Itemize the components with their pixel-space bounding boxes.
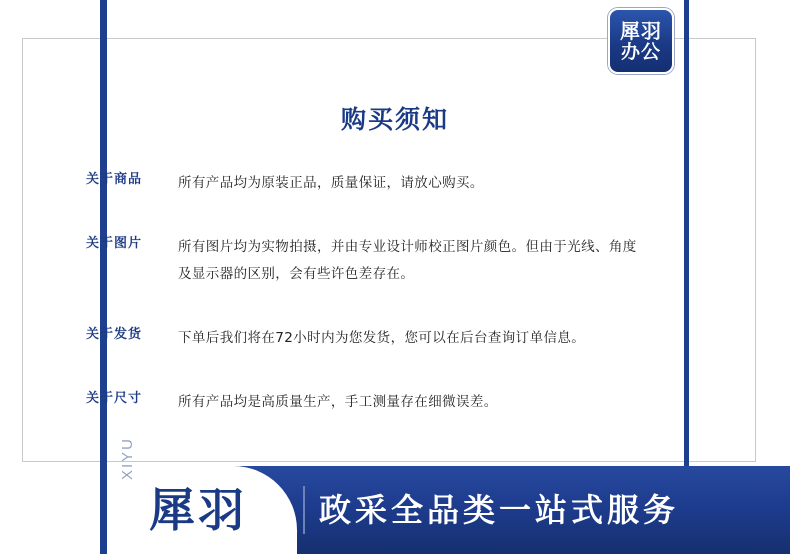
logo-line-2: 办公 <box>620 40 661 63</box>
notice-label: 关于图片 <box>86 236 143 251</box>
notice-row <box>86 170 646 197</box>
banner-brand-group <box>107 436 297 554</box>
notice-text: 所有产品均为原装正品，质量保证，请放心购买。 <box>178 175 484 191</box>
notice-label: 关于商品 <box>86 172 143 187</box>
banner-brand: 犀羽 <box>149 483 247 537</box>
notice-row <box>86 325 646 352</box>
notice-label: 关于发货 <box>86 327 143 342</box>
notice-row <box>86 389 646 416</box>
notice-list <box>86 170 646 453</box>
right-blue-bar <box>684 0 689 470</box>
logo-line-1: 犀羽 <box>620 18 662 43</box>
notice-text: 所有产品均是高质量生产，手工测量存在细微误差。 <box>178 394 498 410</box>
notice-text: 下单后我们将在72小时内为您发货，您可以在后台查询订单信息。 <box>178 330 586 346</box>
banner-pinyin: XIYU <box>119 436 136 480</box>
page-title: 购买须知 <box>340 105 449 134</box>
banner-divider <box>303 486 305 534</box>
bottom-brand-banner <box>107 436 790 554</box>
notice-text: 所有图片均为实物拍摄，并由专业设计师校正图片颜色。但由于光线、角度及显示器的区别，会有些许色差存在。 <box>178 239 637 282</box>
brand-logo-badge <box>608 8 674 74</box>
notice-label: 关于尺寸 <box>86 391 143 406</box>
notice-row <box>86 234 646 288</box>
banner-slogan: 政采全品类一站式服务 <box>319 491 680 529</box>
